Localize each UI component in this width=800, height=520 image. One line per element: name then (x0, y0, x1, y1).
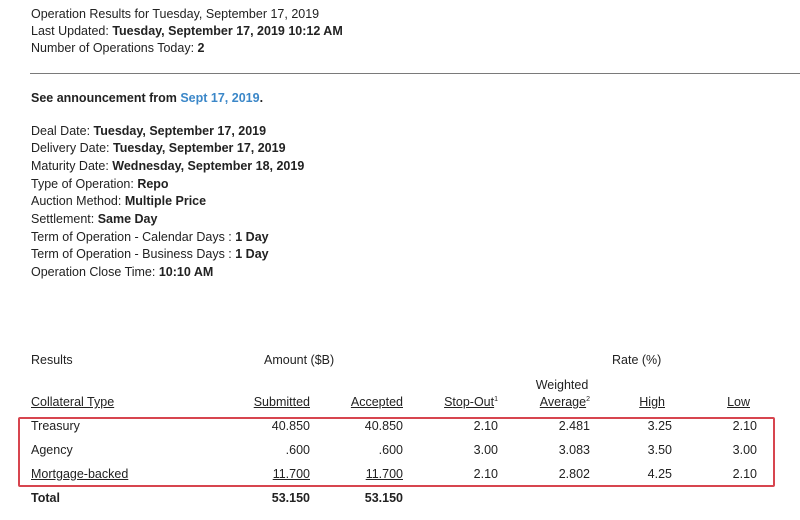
detail-label: Maturity Date: (31, 159, 113, 173)
operations-count (31, 40, 204, 57)
col-stop-out-label: Stop-Out (444, 395, 495, 409)
detail-maturity-date (31, 158, 304, 175)
cell-high: 4.25 (647, 467, 672, 481)
announcement (31, 90, 263, 107)
detail-value: 1 Day (235, 247, 269, 261)
cell-low: 3.00 (732, 443, 757, 457)
col-low: Low (727, 395, 750, 409)
cell-high: 3.50 (647, 443, 672, 457)
cell-accepted: .600 (378, 443, 403, 457)
detail-label: Term of Operation - Business Days : (31, 247, 236, 261)
last-updated (31, 23, 343, 40)
total-label: Total (31, 491, 60, 505)
cell-stop-out: 2.10 (473, 419, 498, 433)
page-title: Operation Results for Tuesday, September 17, 2019 (31, 7, 320, 21)
detail-value: 1 Day (235, 230, 269, 244)
cell-submitted: 40.850 (271, 419, 310, 433)
announcement-link[interactable]: Sept 17, 2019 (180, 91, 260, 105)
col-accepted: Accepted (350, 395, 403, 409)
detail-calendar-days (31, 229, 269, 246)
total-accepted: 53.150 (364, 491, 403, 505)
group-amount: Amount ($B) (264, 353, 335, 367)
detail-label: Type of Operation: (31, 177, 138, 191)
detail-label: Delivery Date: (31, 141, 113, 155)
operations-count-value: 2 (197, 41, 205, 55)
row-type-treasury: Treasury (31, 419, 80, 433)
cell-accepted: 40.850 (364, 419, 403, 433)
cell-weighted-average: 2.481 (558, 419, 590, 433)
announcement-suffix: . (259, 91, 264, 105)
col-weighted-average (500, 395, 590, 409)
detail-business-days (31, 246, 269, 263)
cell-low: 2.10 (732, 419, 757, 433)
group-results: Results (31, 353, 73, 367)
detail-value: Wednesday, September 18, 2019 (112, 159, 305, 173)
detail-operation-type (31, 176, 169, 193)
detail-label: Operation Close Time: (31, 265, 159, 279)
detail-auction-method (31, 193, 206, 210)
detail-value: Multiple Price (124, 194, 207, 208)
footnote-1: 1 (494, 396, 498, 403)
last-updated-value: Tuesday, September 17, 2019 10:12 AM (112, 24, 343, 38)
cell-weighted-average: 3.083 (558, 443, 590, 457)
operations-count-label: Number of Operations Today: (31, 41, 198, 55)
cell-accepted-link[interactable]: 11.700 (365, 467, 403, 481)
detail-value: Same Day (97, 212, 158, 226)
row-type-agency: Agency (31, 443, 73, 457)
detail-label: Term of Operation - Calendar Days : (31, 230, 236, 244)
detail-deal-date (31, 123, 266, 140)
cell-low: 2.10 (732, 467, 757, 481)
col-submitted: Submitted (253, 395, 310, 409)
col-average-label: Average (539, 395, 587, 409)
col-high: High (639, 395, 665, 409)
col-stop-out (400, 395, 498, 409)
cell-stop-out: 3.00 (473, 443, 498, 457)
detail-label: Deal Date: (31, 124, 94, 138)
announcement-prefix: See announcement from (31, 91, 181, 105)
highlight-box (18, 417, 775, 487)
cell-submitted-link[interactable]: 11.700 (272, 467, 310, 481)
col-collateral-type: Collateral Type (31, 395, 115, 409)
cell-weighted-average: 2.802 (558, 467, 590, 481)
detail-close-time (31, 264, 213, 281)
weighted-label: Weighted (535, 378, 589, 392)
detail-value: 10:10 AM (158, 265, 214, 279)
cell-submitted: .600 (285, 443, 310, 457)
detail-settlement (31, 211, 157, 228)
detail-label: Settlement: (31, 212, 98, 226)
detail-value: Repo (137, 177, 169, 191)
cell-high: 3.25 (647, 419, 672, 433)
group-rate: Rate (%) (612, 353, 662, 367)
detail-label: Auction Method: (31, 194, 125, 208)
total-submitted: 53.150 (271, 491, 310, 505)
detail-value: Tuesday, September 17, 2019 (112, 141, 286, 155)
last-updated-label: Last Updated: (31, 24, 113, 38)
row-type-mortgage-backed-link[interactable]: Mortgage-backed (31, 467, 129, 481)
detail-value: Tuesday, September 17, 2019 (93, 124, 267, 138)
divider (30, 73, 800, 74)
cell-stop-out: 2.10 (473, 467, 498, 481)
footnote-2: 2 (586, 396, 590, 403)
detail-delivery-date (31, 140, 286, 157)
